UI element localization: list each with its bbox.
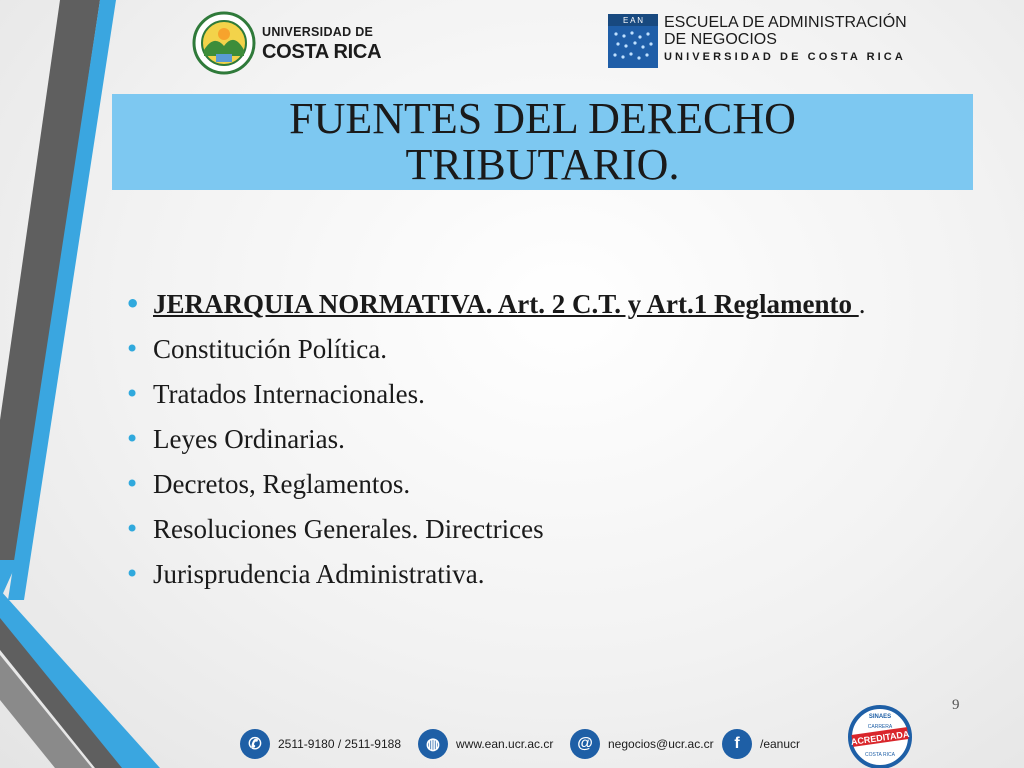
bullet-item	[120, 515, 880, 544]
bullet-text: Leyes Ordinarias.	[153, 424, 345, 454]
bullet-text: Jurisprudencia Administrativa	[153, 559, 478, 589]
ucr-seal-icon	[192, 10, 256, 76]
footer-phone-text: 2511-9180 / 2511-9188	[278, 737, 401, 751]
bullet-icon: •	[125, 290, 141, 318]
ucr-logo-line1: UNIVERSIDAD DE	[262, 25, 374, 39]
bullet-text: JERARQUIA NORMATIVA. Art. 2 C.T. y Art.1 Reglamento	[153, 289, 859, 319]
ean-logo-line2: DE NEGOCIOS	[664, 31, 777, 48]
bullet-icon: •	[125, 335, 140, 363]
badge-bottom-text: COSTA RICA	[865, 752, 895, 758]
bullet-item	[120, 560, 880, 589]
badge-top-text: SINAES	[868, 714, 892, 720]
phone-icon: ✆	[240, 729, 270, 759]
bullet-suffix: .	[477, 559, 485, 589]
bullet-text: Tratados Internacionales.	[153, 379, 425, 409]
bullet-text: Constitución Política.	[153, 334, 387, 364]
bullet-icon: •	[125, 380, 140, 408]
bullet-icon: •	[125, 425, 140, 453]
ean-mark-icon	[608, 14, 658, 68]
bullet-icon: •	[125, 470, 140, 498]
bullet-list	[120, 290, 880, 605]
bullet-icon: •	[125, 515, 140, 543]
bullet-icon: •	[125, 560, 140, 588]
footer-phone	[240, 727, 401, 761]
bullet-text: Resoluciones Generales. Directrices	[153, 514, 544, 544]
footer-website[interactable]	[418, 727, 553, 761]
ean-box-text: E A N	[622, 16, 644, 25]
bullet-suffix: .	[858, 289, 866, 319]
slide-title: FUENTES DEL DERECHO TRIBUTARIO.	[289, 94, 796, 189]
title-banner	[112, 94, 973, 190]
ean-logo-line3: UNIVERSIDAD DE COSTA RICA	[664, 51, 906, 63]
footer-email-text[interactable]: negocios@ucr.ac.cr	[608, 737, 714, 751]
globe-icon: ◍	[418, 729, 448, 759]
footer-website-text[interactable]: www.ean.ucr.ac.cr	[456, 737, 554, 751]
bullet-item	[120, 470, 880, 499]
ean-logo	[608, 14, 918, 70]
footer-facebook-text[interactable]: /eanucr	[760, 737, 801, 751]
ean-logo-line1: ESCUELA DE ADMINISTRACIÓN	[664, 14, 907, 31]
footer-facebook[interactable]	[722, 727, 800, 761]
badge-middle-text: CARRERA	[867, 724, 893, 730]
badge-main-text: ACREDITADA	[850, 728, 910, 748]
bullet-item	[120, 380, 880, 409]
ucr-logo-line2: COSTA RICA	[262, 40, 382, 63]
facebook-icon: f	[722, 729, 752, 759]
accreditation-badge	[846, 704, 914, 768]
page-number: 9	[952, 697, 960, 713]
at-icon: @	[570, 729, 600, 759]
bullet-item	[120, 425, 880, 454]
bullet-text: Decretos, Reglamentos.	[153, 469, 411, 499]
bullet-item	[120, 335, 880, 364]
bullet-item	[120, 290, 880, 319]
ucr-logo	[192, 10, 382, 78]
footer-email[interactable]	[570, 727, 714, 761]
